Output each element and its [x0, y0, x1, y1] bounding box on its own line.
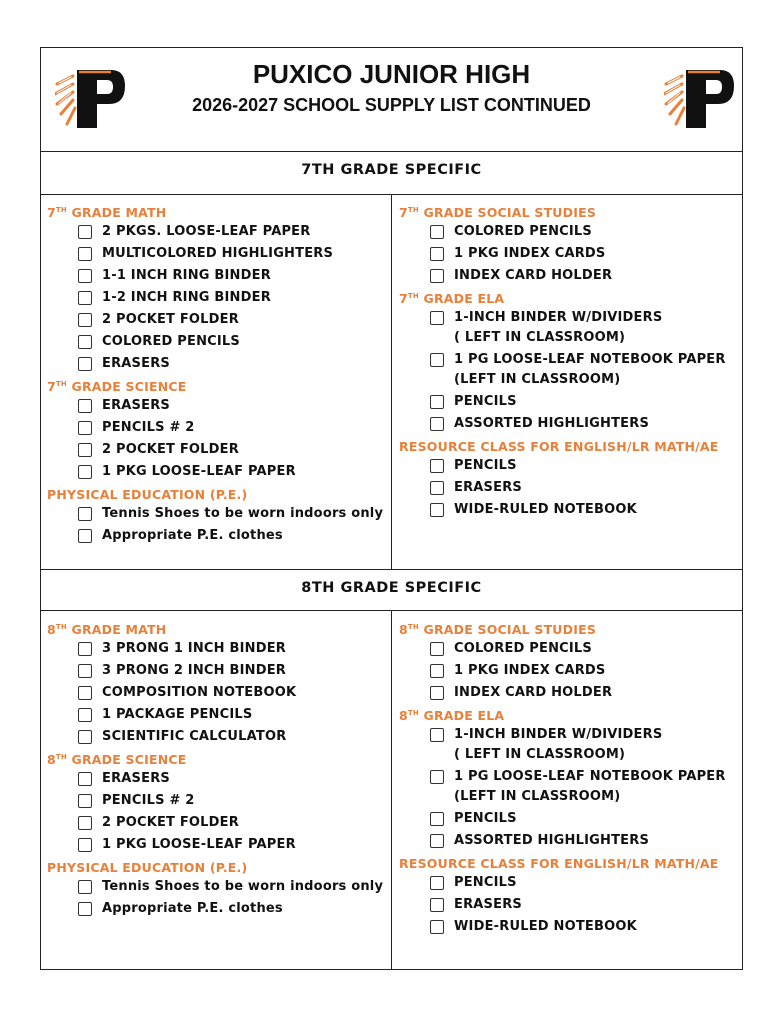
section-heading: 8TH GRADE MATH — [47, 622, 167, 637]
checkbox[interactable] — [78, 357, 92, 371]
section-heading: 8TH GRADE ELA — [399, 708, 505, 723]
item-note: ( LEFT IN CLASSROOM) — [454, 747, 626, 762]
checkbox[interactable] — [78, 794, 92, 808]
checkbox[interactable] — [430, 269, 444, 283]
checkbox[interactable] — [430, 770, 444, 784]
item-label: ASSORTED HIGHLIGHTERS — [454, 416, 650, 431]
list-subtitle: 2026-2027 SCHOOL SUPPLY LIST CONTINUED — [192, 95, 591, 115]
item-label: PENCILS — [454, 458, 517, 473]
item-label: 1-INCH BINDER W/DIVIDERS — [454, 727, 663, 742]
grade7-section-title: 7TH GRADE SPECIFIC — [301, 162, 482, 178]
item-note: (LEFT IN CLASSROOM) — [454, 372, 621, 387]
checkbox[interactable] — [78, 730, 92, 744]
checkbox[interactable] — [78, 708, 92, 722]
item-label: 1 PG LOOSE-LEAF NOTEBOOK PAPER — [454, 352, 726, 367]
item-label: 1 PKG INDEX CARDS — [454, 663, 606, 678]
section-heading: 7TH GRADE MATH — [47, 205, 167, 220]
checkbox[interactable] — [78, 816, 92, 830]
checkbox[interactable] — [430, 920, 444, 934]
item-label: ERASERS — [102, 356, 170, 371]
item-label: PENCILS # 2 — [102, 793, 195, 808]
item-label: 3 PRONG 2 INCH BINDER — [102, 663, 286, 678]
checkbox[interactable] — [78, 291, 92, 305]
checkbox[interactable] — [78, 529, 92, 543]
item-label: 2 POCKET FOLDER — [102, 312, 239, 327]
checkbox[interactable] — [78, 465, 92, 479]
checkbox[interactable] — [430, 225, 444, 239]
item-label: SCIENTIFIC CALCULATOR — [102, 729, 287, 744]
school-title: PUXICO JUNIOR HIGH — [252, 59, 531, 89]
checkbox[interactable] — [430, 247, 444, 261]
item-label: PENCILS — [454, 875, 517, 890]
checkbox[interactable] — [430, 459, 444, 473]
section-heading: RESOURCE CLASS FOR ENGLISH/LR MATH/AE — [399, 856, 719, 871]
item-label: WIDE-RULED NOTEBOOK — [454, 502, 637, 517]
checkbox[interactable] — [430, 834, 444, 848]
checkbox[interactable] — [78, 443, 92, 457]
column-divider — [391, 610, 392, 970]
section-heading: 7TH GRADE SOCIAL STUDIES — [399, 205, 597, 220]
section-heading: 7TH GRADE SCIENCE — [47, 379, 187, 394]
item-label: 2 POCKET FOLDER — [102, 815, 239, 830]
item-label: INDEX CARD HOLDER — [454, 268, 613, 283]
checkbox[interactable] — [430, 664, 444, 678]
checkbox[interactable] — [430, 353, 444, 367]
item-label: ERASERS — [102, 398, 170, 413]
checkbox[interactable] — [430, 812, 444, 826]
checkbox[interactable] — [78, 399, 92, 413]
item-label: ERASERS — [454, 480, 522, 495]
item-label: 3 PRONG 1 INCH BINDER — [102, 641, 286, 656]
item-label: INDEX CARD HOLDER — [454, 685, 613, 700]
checkbox[interactable] — [430, 395, 444, 409]
item-label: 1 PG LOOSE-LEAF NOTEBOOK PAPER — [454, 769, 726, 784]
checkbox[interactable] — [78, 902, 92, 916]
checkbox[interactable] — [78, 664, 92, 678]
item-label: 1 PKG LOOSE-LEAF PAPER — [102, 837, 296, 852]
item-label: PENCILS — [454, 811, 517, 826]
checkbox[interactable] — [78, 225, 92, 239]
item-label: 1-1 INCH RING BINDER — [102, 268, 271, 283]
section-heading: RESOURCE CLASS FOR ENGLISH/LR MATH/AE — [399, 439, 719, 454]
item-note: ( LEFT IN CLASSROOM) — [454, 330, 626, 345]
checkbox[interactable] — [78, 247, 92, 261]
item-label: MULTICOLORED HIGHLIGHTERS — [102, 246, 334, 261]
divider — [41, 569, 742, 570]
item-label: 1-INCH BINDER W/DIVIDERS — [454, 310, 663, 325]
item-label: COMPOSITION NOTEBOOK — [102, 685, 297, 700]
item-label: 1-2 INCH RING BINDER — [102, 290, 271, 305]
checkbox[interactable] — [78, 772, 92, 786]
checkbox[interactable] — [430, 503, 444, 517]
checkbox[interactable] — [430, 417, 444, 431]
item-label: 1 PKG LOOSE-LEAF PAPER — [102, 464, 296, 479]
grade8-section-title: 8TH GRADE SPECIFIC — [301, 580, 482, 596]
checkbox[interactable] — [78, 880, 92, 894]
item-label: COLORED PENCILS — [454, 224, 592, 239]
item-note: (LEFT IN CLASSROOM) — [454, 789, 621, 804]
item-label: Appropriate P.E. clothes — [102, 901, 283, 916]
column-divider — [391, 194, 392, 569]
checkbox[interactable] — [78, 507, 92, 521]
checkbox[interactable] — [430, 311, 444, 325]
item-label: ERASERS — [454, 897, 522, 912]
item-label: ERASERS — [102, 771, 170, 786]
checkbox[interactable] — [78, 838, 92, 852]
item-label: COLORED PENCILS — [454, 641, 592, 656]
section-heading: PHYSICAL EDUCATION (P.E.) — [47, 860, 248, 875]
item-label: ASSORTED HIGHLIGHTERS — [454, 833, 650, 848]
item-label: Tennis Shoes to be worn indoors only — [102, 506, 384, 521]
checkbox[interactable] — [430, 898, 444, 912]
divider — [41, 151, 742, 152]
checkbox[interactable] — [430, 481, 444, 495]
checkbox[interactable] — [430, 728, 444, 742]
item-label: Appropriate P.E. clothes — [102, 528, 283, 543]
item-label: 2 PKGS. LOOSE-LEAF PAPER — [102, 224, 311, 239]
checkbox[interactable] — [430, 686, 444, 700]
item-label: COLORED PENCILS — [102, 334, 240, 349]
section-heading: 8TH GRADE SCIENCE — [47, 752, 187, 767]
item-label: 2 POCKET FOLDER — [102, 442, 239, 457]
item-label: 1 PACKAGE PENCILS — [102, 707, 253, 722]
supply-list-sheet — [40, 47, 743, 970]
item-label: PENCILS # 2 — [102, 420, 195, 435]
section-heading: 8TH GRADE SOCIAL STUDIES — [399, 622, 597, 637]
checkbox[interactable] — [78, 313, 92, 327]
section-heading: 7TH GRADE ELA — [399, 291, 505, 306]
item-label: 1 PKG INDEX CARDS — [454, 246, 606, 261]
checkbox[interactable] — [78, 269, 92, 283]
checkbox[interactable] — [430, 876, 444, 890]
item-label: WIDE-RULED NOTEBOOK — [454, 919, 637, 934]
item-label: Tennis Shoes to be worn indoors only — [102, 879, 384, 894]
checkbox[interactable] — [430, 642, 444, 656]
checkbox[interactable] — [78, 335, 92, 349]
checkbox[interactable] — [78, 421, 92, 435]
section-heading: PHYSICAL EDUCATION (P.E.) — [47, 487, 248, 502]
checkbox[interactable] — [78, 642, 92, 656]
checkbox[interactable] — [78, 686, 92, 700]
item-label: PENCILS — [454, 394, 517, 409]
